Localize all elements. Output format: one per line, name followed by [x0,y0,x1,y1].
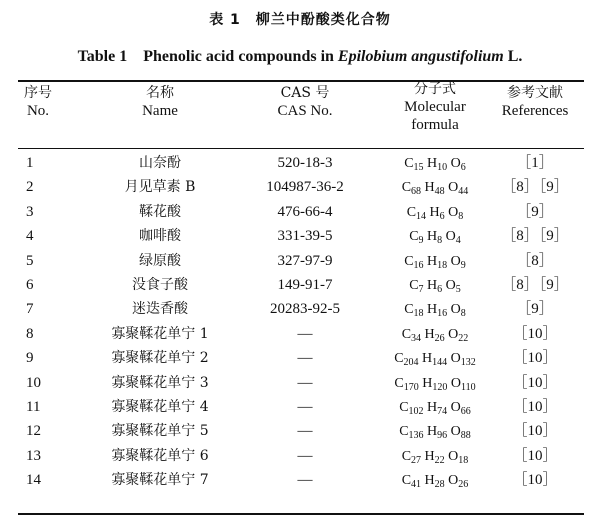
cas-number: 476-66-4 [277,203,333,220]
header-formula [375,80,495,134]
header-formula-cn: 分子式 [414,81,456,97]
row-number: 2 [26,179,34,196]
formula-element: O [445,229,456,245]
reference: ［10］ [512,374,558,391]
compound-name: 寡聚鞣花单宁 6 [111,447,209,464]
reference: ［9］ [516,203,554,220]
formula-element: H [429,204,440,220]
formula-subscript: 27 [411,454,422,466]
species-name: Epilobium angustifolium [337,48,504,65]
formula-subscript: 132 [460,357,476,369]
formula-element: C [404,156,414,171]
row-number: 12 [26,423,41,440]
table-row [0,297,600,322]
formula-subscript: 110 [460,381,476,393]
cas-number: — [297,350,313,367]
compound-name: 寡聚鞣花单宁 3 [111,374,209,391]
table-row [0,322,600,347]
formula-element: H [422,375,433,391]
reference: ［8］［9］ [501,277,569,293]
reference: ［10］ [512,325,558,342]
formula-element: O [450,424,461,440]
formula-element: H [427,424,438,440]
cas-number: 20283-92-5 [270,301,340,318]
cas-number: 149-91-7 [277,277,333,293]
row-number: 10 [26,374,41,391]
table-top-rule [18,80,584,82]
table-bottom-rule [18,513,584,515]
formula-subscript: 5 [455,284,461,295]
row-number: 8 [26,325,34,342]
formula-element: H [427,253,438,269]
compound-name: 绿原酸 [139,252,181,269]
formula-subscript: 66 [460,406,471,417]
formula-subscript: 4 [455,235,461,247]
formula-subscript: 26 [458,479,469,491]
formula-element: O [448,326,459,342]
formula-subscript: 8 [458,210,464,222]
formula-subscript: 48 [434,186,445,198]
table-row [0,419,600,444]
formula-subscript: 18 [437,259,448,271]
header-ref [480,84,590,120]
row-number: 13 [26,447,41,464]
table-row [0,395,600,420]
formula-element: O [450,375,461,391]
cas-number: — [297,374,313,391]
formula-element: O [450,253,461,269]
compound-name: 鞣花酸 [139,203,181,220]
reference: ［10］ [512,447,558,464]
formula-element: O [448,473,459,489]
header-name-en: Name [142,103,178,119]
formula-subscript: 88 [460,430,471,442]
header-ref-cn: 参考文献 [507,85,563,101]
header-cas-cn: CAS 号 [280,85,330,101]
formula-subscript: 18 [458,454,469,466]
row-number: 14 [26,472,41,489]
reference: ［10］ [512,472,558,489]
formula-element: H [422,351,433,367]
cas-number: — [297,472,313,489]
reference: ［10］ [512,423,558,440]
formula-subscript: 8 [460,308,466,320]
compound-name: 寡聚鞣花单宁 4 [111,399,209,415]
formula-subscript: 120 [432,381,448,393]
formula-subscript: 7 [418,284,424,295]
formula-element: C [404,302,414,318]
compound-name: 寡聚鞣花单宁 2 [111,350,209,367]
header-formula-en-2: formula [411,117,459,133]
row-number: 7 [26,301,34,318]
reference: ［9］ [516,301,554,318]
formula-subscript: 68 [411,186,422,198]
cas-number: 331-39-5 [277,228,333,245]
header-no-en: No. [26,103,50,119]
formula-subscript: 74 [437,406,448,417]
row-number: 6 [26,277,34,293]
formula-subscript: 28 [434,479,445,491]
header-formula-en-1: Molecular [404,99,466,115]
formula-element: O [445,278,456,293]
formula-element: C [406,204,417,220]
row-number: 3 [26,203,34,220]
compound-name: 山奈酚 [139,155,181,171]
table-row [0,371,600,396]
formula-subscript: 136 [408,430,424,442]
formula-element: O [450,351,461,367]
formula-subscript: 15 [413,162,424,173]
formula-subscript: 170 [403,381,419,393]
formula-subscript: 96 [437,430,448,442]
formula-subscript: 16 [413,259,424,271]
compound-name: 寡聚鞣花单宁 7 [111,472,209,489]
compound-name: 寡聚鞣花单宁 1 [111,325,209,342]
formula-element: H [427,302,438,318]
formula-element: C [401,180,412,196]
row-number: 5 [26,252,34,269]
formula-subscript: 204 [403,357,419,369]
formula-subscript: 44 [458,186,469,198]
table-row [0,249,600,274]
compound-name: 迷迭香酸 [132,301,188,318]
row-number: 4 [26,228,34,245]
formula-element: H [424,326,435,342]
formula-subscript: 22 [434,454,445,466]
table-row [0,224,600,249]
table-row [0,468,600,493]
cas-number: — [297,399,313,415]
formula-subscript: 34 [411,332,422,344]
header-cas-en: CAS No. [277,103,333,119]
table-row [0,175,600,200]
reference: ［8］ [516,252,554,269]
table-title-chinese: 表 1 柳兰中酚酸类化合物 [209,12,391,28]
compound-name: 咖啡酸 [139,228,181,245]
cas-number: — [297,447,313,464]
title-suffix: L. [503,48,523,65]
table-row [0,444,600,469]
formula-element: O [448,448,459,464]
row-number: 9 [26,350,34,367]
formula-element: H [424,473,435,489]
cas-number: — [297,325,313,342]
row-number: 1 [26,155,34,171]
formula-subscript: 10 [437,162,448,173]
formula-element: C [399,424,409,440]
table-header-rule [18,148,584,149]
reference: ［1］ [516,155,554,171]
formula-element: O [448,180,459,196]
formula-subscript: 41 [411,479,422,491]
formula-subscript: 26 [434,332,445,344]
table-title-english [0,43,600,66]
formula-element: C [401,326,412,342]
formula-subscript: 14 [416,210,427,222]
compound-name: 月见草素 B [124,179,196,196]
header-no-cn: 序号 [24,85,52,101]
reference: ［10］ [512,399,558,415]
formula-subscript: 18 [413,308,424,320]
formula-element: C [401,448,412,464]
formula-element: C [409,278,419,293]
reference: ［8］［9］ [501,179,569,196]
header-no [18,84,58,120]
formula-element: H [427,156,438,171]
cas-number: 327-97-9 [277,252,333,269]
header-ref-en: References [501,103,569,119]
formula-element: C [394,375,404,391]
reference: ［10］ [512,350,558,367]
formula-element: C [401,473,412,489]
formula-element: C [409,229,419,245]
header-cas [255,84,355,120]
formula-subscript: 16 [437,308,448,320]
formula-subscript: 144 [432,357,448,369]
formula-subscript: 102 [408,406,424,417]
header-name [120,84,200,120]
reference: ［8］［9］ [501,228,569,245]
row-number: 11 [26,399,41,415]
formula-subscript: 8 [437,235,443,247]
formula-element: H [427,400,438,415]
formula-subscript: 22 [458,332,469,344]
formula-subscript: 9 [418,235,424,247]
title-prefix: Table 1 Phenolic acid compounds in [77,48,338,65]
formula-subscript: 6 [439,210,445,222]
header-name-cn: 名称 [146,85,174,101]
formula-element: H [427,229,438,245]
formula-element: O [448,204,459,220]
formula-element: C [399,400,409,415]
formula-element: O [450,156,461,171]
formula-subscript: 6 [460,162,466,173]
formula-element: O [450,400,461,415]
compound-name: 寡聚鞣花单宁 5 [111,423,209,440]
cas-number: 104987-36-2 [266,179,344,196]
table-row [0,151,600,176]
formula-element: C [404,253,414,269]
compound-name: 没食子酸 [132,277,188,293]
formula-element: O [450,302,461,318]
cas-number: — [297,423,313,440]
table-row [0,200,600,225]
formula-element: H [427,278,438,293]
formula-element: H [424,180,435,196]
formula-subscript: 6 [437,284,443,295]
formula-subscript: 9 [460,259,466,271]
cas-number: 520-18-3 [277,155,333,171]
formula-element: C [394,351,404,367]
table-row [0,346,600,371]
table-row [0,273,600,298]
formula-element: H [424,448,435,464]
